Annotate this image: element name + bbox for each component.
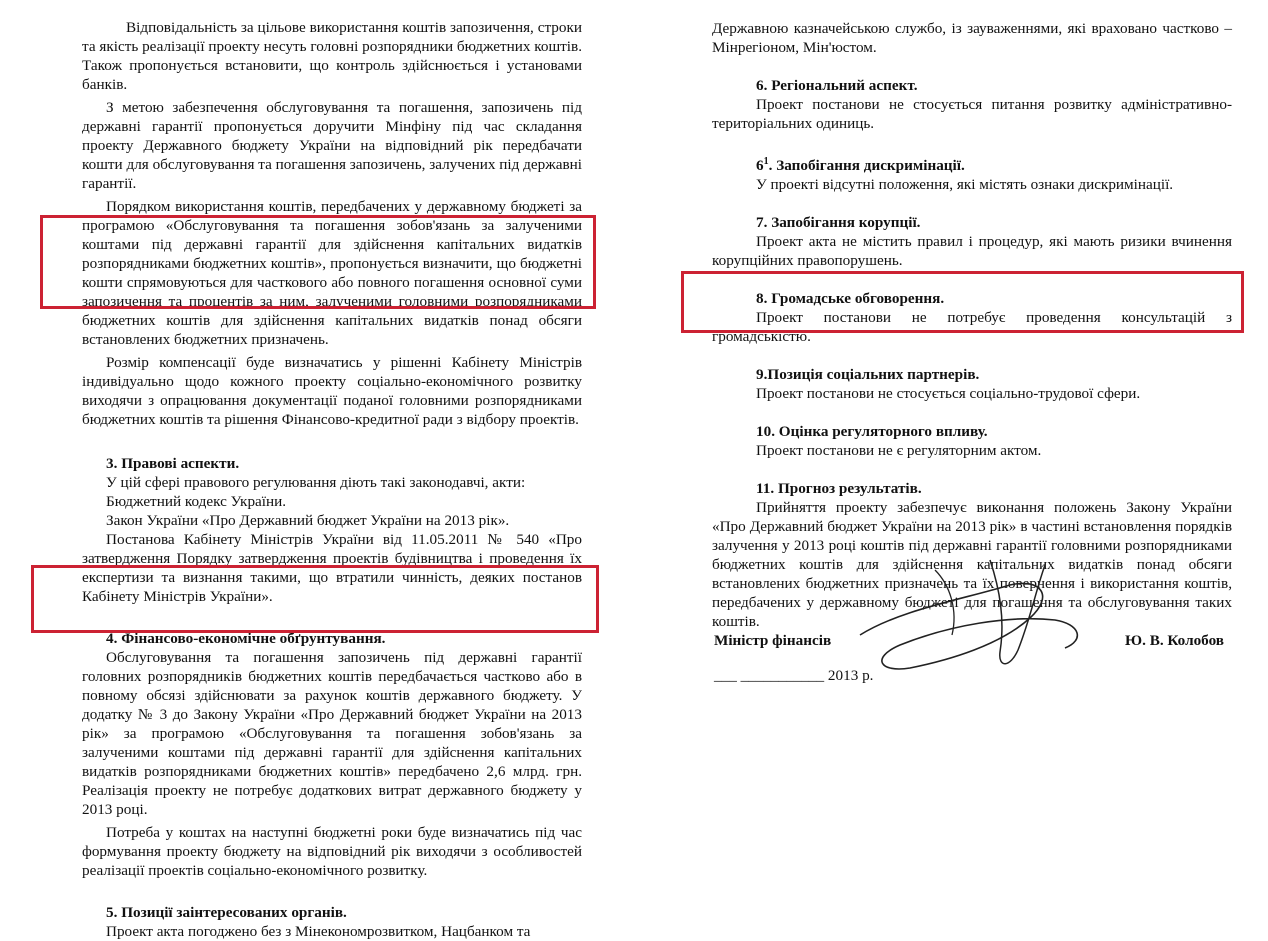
section-8-heading: 8. Громадське обговорення.: [756, 290, 945, 308]
section-5-heading: 5. Позиції заінтересованих органів.: [106, 904, 347, 921]
section-6-1-superscript: 1: [763, 156, 769, 167]
section-10-text: Проект постанови не є регуляторним актом.: [756, 442, 1042, 460]
handwritten-signature: [840, 540, 1110, 690]
highlight-box-public-discussion: [681, 271, 1244, 333]
highlight-box-usage: [40, 215, 596, 309]
section-4-paragraph: Обслуговування та погашення запозичень під державні гарантії головних розпорядників бюджетних коштів передбачається частково або в повному обсязі здійснювати за рахунок коштів державного бюджету. У додатку № 3 до Закону України «Про Державний бюджет України на 2013 рік» за програмою «Обслуговування та погашення зобов'язань за залученими коштами під державні гарантії для здійснення капітальних видатків розпорядниками бюджетних коштів» передбачено 2,6 млрд. грн. Реалізація проекту не потребує додаткових витрат державного бюджету у 2013 році.: [82, 649, 582, 818]
section-7-heading: 7. Запобігання корупції.: [756, 214, 921, 232]
section-4-paragraph: Потреба у коштах на наступні бюджетні роки буде визначатись під час формування проекту бюджету на відповідний рік виходячи з особливостей реалізації проектів соціально-економічного розвитку.: [82, 824, 582, 879]
section-5-continued: Державною казначейською службо, із зауваженнями, які враховано частково – Мінрегіоном, Мін'юстом.: [712, 20, 1232, 56]
section-8-text: Проект постанови не потребує проведення консультацій з громадськістю.: [712, 309, 1232, 346]
highlight-box-financial: [31, 565, 599, 633]
section-7-text: Проект акта не містить правил і процедур, які мають ризики вчинення корупційних правопорушень.: [712, 233, 1232, 270]
section-10-heading: 10. Оцінка регуляторного впливу.: [756, 423, 988, 441]
section-3-heading: 3. Правові аспекти.: [106, 455, 240, 472]
section-6-1-text: У проекті відсутні положення, які містять ознаки дискримінації.: [756, 176, 1174, 194]
section-6-text: Проект постанови не стосується питання розвитку адміністративно-територіальних одиниць.: [712, 96, 1232, 132]
section-3-line: Закон України «Про Державний бюджет України на 2013 рік».: [106, 512, 510, 529]
signer-title: Міністр фінансів: [714, 632, 832, 649]
section-9-text: Проект постанови не стосується соціально-трудової сфери.: [756, 385, 1141, 403]
section-3-line: Бюджетний кодекс України.: [106, 493, 287, 510]
section-6-1-heading: [712, 152, 1232, 175]
section-9-heading: 9.Позиція соціальних партнерів.: [756, 366, 980, 384]
section-3-line: Постанова Кабінету Міністрів України від 11.05.2011 № 540 «Про затвердження Порядку затвердження проектів будівництва і проведення їх експертизи та визнання такими, що втратили чинність, деяких постанов Кабінету Міністрів України».: [82, 531, 582, 605]
left-column: [82, 0, 582, 941]
section-6-heading: 6. Регіональний аспект.: [756, 77, 918, 94]
section-4-heading: 4. Фінансово-економічне обґрунтування.: [106, 630, 386, 647]
section-6-1-title: . Запобігання дискримінації.: [768, 157, 965, 175]
paragraph-usage-procedure: Порядком використання коштів, передбачених у державному бюджеті за програмою «Обслуговування та погашення зобов'язань за залученими коштами під державні гарантії для здійснення капітальних видатків розпорядниками бюджетних коштів», пропонується визначити, що бюджетні кошти спрямовуються для часткового або повного погашення основної суми запозичення та процентів за ним, залученими головними розпорядниками бюджетних коштів для здійснення капітальних видатків понад обсяги встановлених бюджетних призначень.: [82, 198, 582, 348]
section-3-line: У цій сфері правового регулювання діють такі законодавчі, акти:: [106, 474, 526, 491]
section-5-text: Проект акта погоджено без з Мінекономрозвитком, Нацбанком та: [106, 923, 531, 940]
paragraph-debt-service: З метою забезпечення обслуговування та погашення, запозичень під державні гарантії пропонується доручити Мінфіну під час складання проекту Державного бюджету України на відповідний рік передбачати кошти для обслуговування та погашення запозичень, залучених під державні гарантії.: [82, 99, 582, 192]
section-11-text: Прийняття проекту забезпечує виконання положень Закону України «Про Державний бюджет України на 2013 рік» в частині встановлення порядків залучення у 2013 році коштів під державні гарантії головними розпорядниками бюджетних коштів для здійснення капітальних видатків понад обсяги встановлених бюджетних призначень та їх повернення і використання коштів, передбачених у державному бюджеті для погашення та обслуговування таких коштів.: [712, 499, 1232, 631]
date-line: ___ ___________ 2013 р.: [714, 667, 874, 684]
section-11-heading: 11. Прогноз результатів.: [756, 480, 922, 498]
signer-name: Ю. В. Колобов: [1125, 632, 1224, 649]
paragraph-responsibility: Відповідальність за цільове використання коштів запозичення, строки та якість реалізації проекту несуть головні розпорядники бюджетних коштів. Також пропонується встановити, що контроль здійснюється і установами банків.: [82, 19, 582, 93]
paragraph-compensation: Розмір компенсації буде визначатись у рішенні Кабінету Міністрів індивідуально щодо кожного проекту соціально-економічного розвитку виходячи з опрацювання документації поданої головними розпорядниками бюджетних коштів та рішення Фінансово-кредитної ради з відбору проектів.: [82, 354, 582, 428]
section-6-1-number: 6: [756, 157, 764, 175]
